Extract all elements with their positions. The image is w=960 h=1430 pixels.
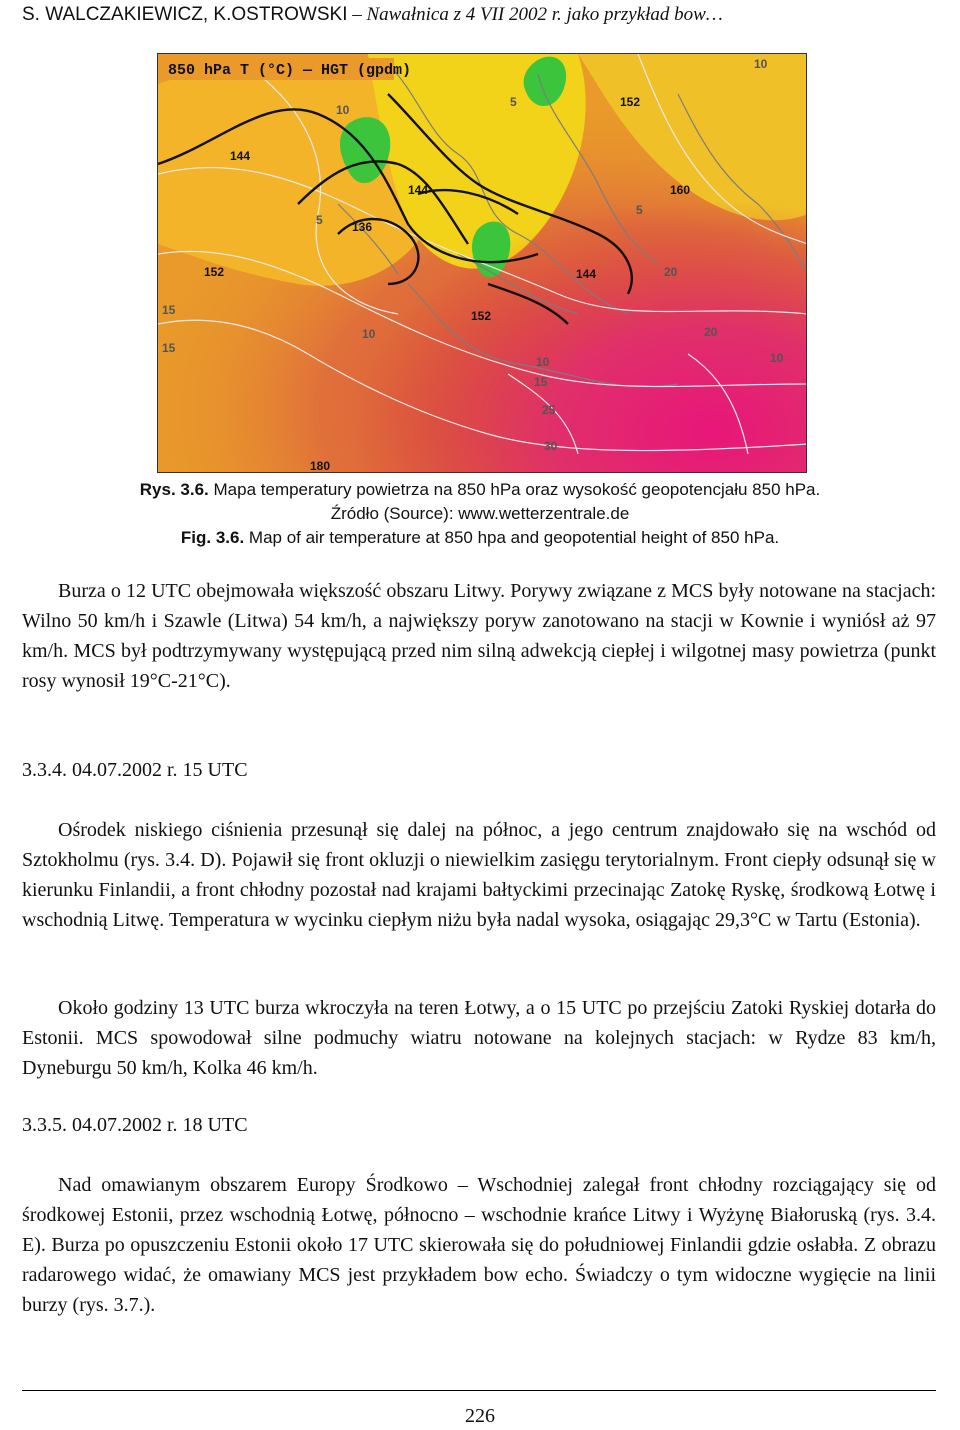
figure-source: Źródło (Source): www.wetterzentrale.de bbox=[330, 504, 630, 523]
map-label: 10 bbox=[770, 351, 784, 365]
map-title: 850 hPa T (°C) — HGT (gpdm) bbox=[168, 62, 412, 79]
map-label: 5 bbox=[510, 95, 517, 109]
header-authors: S. WALCZAKIEWICZ, K.OSTROWSKI bbox=[22, 4, 348, 25]
map-label: 5 bbox=[636, 203, 643, 217]
map-label: 136 bbox=[352, 220, 373, 234]
map-label: 10 bbox=[754, 57, 768, 71]
temperature-map-figure bbox=[157, 53, 807, 473]
running-header bbox=[22, 4, 723, 26]
map-label: 20 bbox=[664, 265, 678, 279]
figure-caption-en bbox=[0, 527, 960, 549]
map-label: 10 bbox=[536, 355, 550, 369]
map-label: 10 bbox=[362, 327, 376, 341]
map-label: 144 bbox=[408, 183, 429, 197]
map-label: 5 bbox=[316, 213, 323, 227]
map-label: 30 bbox=[544, 439, 558, 453]
paragraph: Około godziny 13 UTC burza wkroczyła na teren Łotwy, a o 15 UTC po przejściu Zatoki Ryskiej dotarła do Estonii. MCS spowodował silne podmuchy wiatru notowane na kolejnych stacjach: w Rydze 83 km/h, Dyneburgu 50 km/h, Kolka 46 km/h. bbox=[22, 997, 936, 1079]
map-label: 180 bbox=[310, 459, 331, 473]
figure-caption-en-text: Map of air temperature at 850 hpa and geopotential height of 850 hPa. bbox=[248, 528, 780, 547]
map-label: 144 bbox=[576, 267, 597, 281]
map-label: 160 bbox=[670, 183, 691, 197]
paragraph: Ośrodek niskiego ciśnienia przesunął się dalej na północ, a jego centrum znajdowało się na wschód od Sztokholmu (rys. 3.4. D). Pojawił się front okluzji o niewielkim zasięgu terytorialnym. Front ciepły odsunął się w kierunku Finlandii, a front chłodny pozostał nad krajami bałtyckimi przecinając Zatokę Ryskę, środkową Łotwę i wschodnią Litwę. Temperatura w wycinku ciepłym niżu była nadal wysoka, osiągając 29,3°C w Tartu (Estonia). bbox=[22, 819, 936, 931]
page-number: 226 bbox=[465, 1405, 495, 1427]
figure-caption-pl-text: Mapa temperatury powietrza na 850 hPa oraz wysokość geopotencjału 850 hPa. bbox=[213, 480, 821, 499]
map-label: 152 bbox=[471, 309, 492, 323]
paragraph: Nad omawianym obszarem Europy Środkowo – Wschodniej zalegał front chłodny rozciągający się od środkowej Estonii, przez wschodnią Łotwę, północno – wschodnie krańce Litwy i Wyżynę Białoruską (rys. 3.4. E). Burza po opuszczeniu Estonii około 17 UTC skierowała się do południowej Finlandii gdzie osłabła. Z obrazu radarowego widać, że omawiany MCS jest przykładem bow echo. Świadczy o tym widoczne wygięcie na linii burzy (rys. 3.7.). bbox=[22, 1174, 936, 1316]
map-label: 15 bbox=[162, 341, 176, 355]
figure-label-en: Fig. 3.6. bbox=[180, 528, 245, 547]
map-label: 144 bbox=[230, 149, 251, 163]
figure-label-pl: Rys. 3.6. bbox=[139, 480, 209, 499]
paragraph: Burza o 12 UTC obejmowała większość obszaru Litwy. Porywy związane z MCS były notowane na stacjach: Wilno 50 km/h i Szawle (Litwa) 54 km/h, a największy poryw zanotowano na stacji w Kownie i wyniósł aż 97 km/h. MCS był podtrzymywany występującą przed nim silną adwekcją ciepłej i wilgotnej masy powietrza (punkt rosy wynosił 19°C-21°C). bbox=[22, 580, 936, 692]
temperature-map bbox=[158, 54, 807, 473]
header-dash: – bbox=[347, 4, 367, 25]
footer-rule bbox=[22, 1390, 936, 1391]
section-heading: 3.3.4. 04.07.2002 r. 15 UTC bbox=[22, 759, 248, 781]
map-label: 152 bbox=[204, 265, 225, 279]
figure-caption-pl bbox=[0, 479, 960, 501]
map-label: 10 bbox=[336, 103, 350, 117]
section-heading: 3.3.5. 04.07.2002 r. 18 UTC bbox=[22, 1114, 248, 1136]
map-label: 15 bbox=[162, 303, 176, 317]
map-label: 15 bbox=[534, 375, 548, 389]
map-label: 25 bbox=[542, 403, 556, 417]
header-title: Nawałnica z 4 VII 2002 r. jako przykład bow… bbox=[366, 4, 723, 25]
map-label: 20 bbox=[704, 325, 718, 339]
map-label: 152 bbox=[620, 95, 641, 109]
